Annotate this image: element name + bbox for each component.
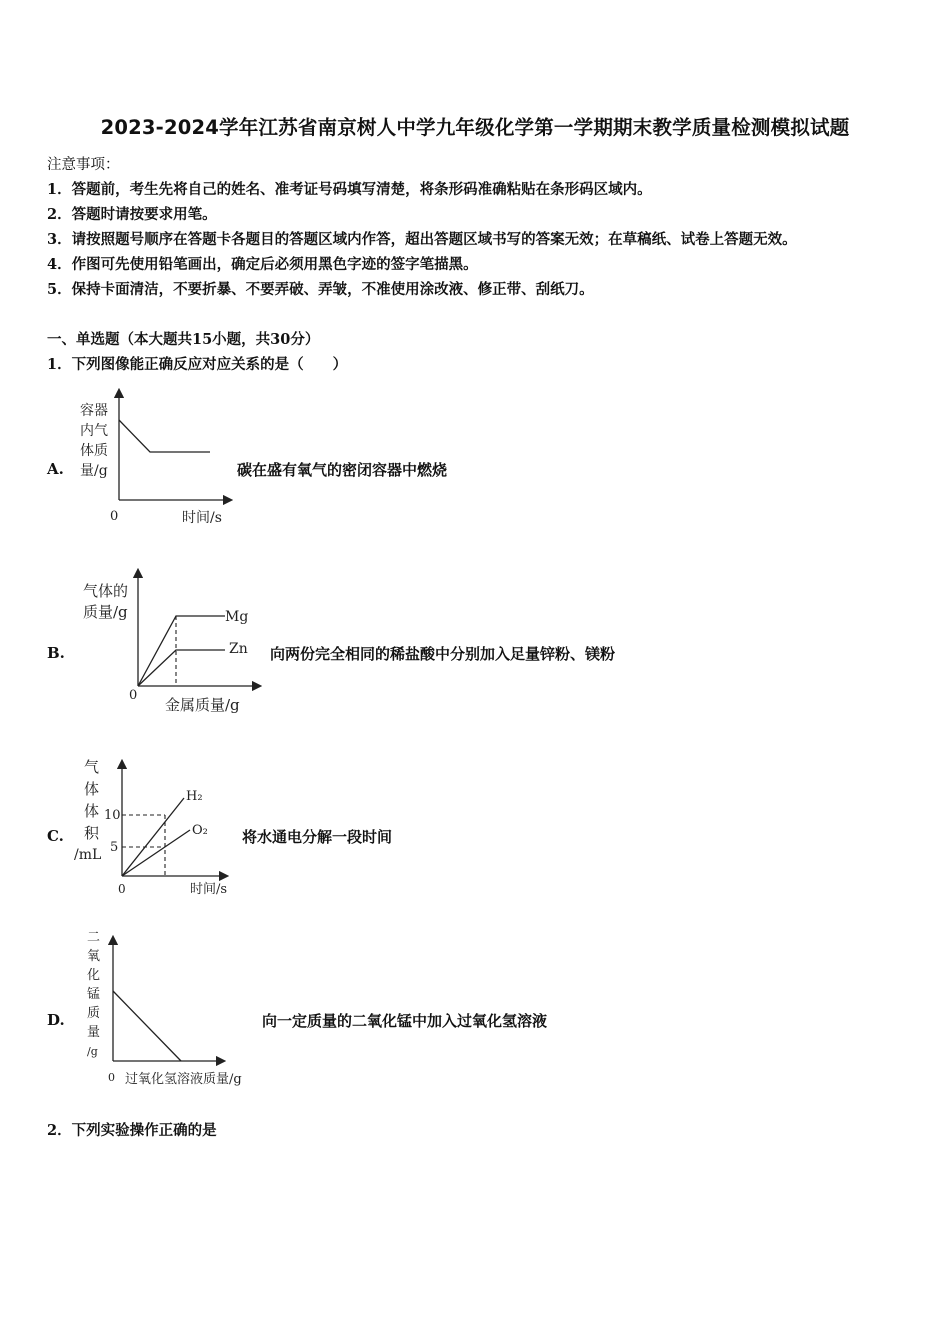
- y-label-line: 体: [84, 802, 100, 820]
- curve-line: [119, 420, 210, 452]
- graph-a: [70, 385, 240, 530]
- series-zn-label: Zn: [229, 641, 248, 657]
- series-mg-line: [138, 616, 225, 686]
- y-tick-5: 5: [110, 840, 119, 855]
- y-tick-10: 10: [104, 808, 121, 823]
- series-mg-label: Mg: [225, 609, 249, 625]
- notice-item-3: 3．请按照题号顺序在答题卡各题目的答题区域内作答，超出答题区域书写的答案无效；在草稿纸、试卷上答题无效。: [47, 231, 797, 248]
- question-2-stem: 2．下列实验操作正确的是: [47, 1122, 217, 1139]
- origin-label: 0: [118, 882, 126, 896]
- y-label-line: 气: [84, 758, 100, 776]
- curve-line: [113, 991, 181, 1061]
- y-label-line: 内气: [80, 423, 108, 439]
- graph-d: [75, 928, 265, 1090]
- section-heading-single-choice: 一、单选题（本大题共15小题，共30分）: [47, 331, 320, 348]
- y-label-line: 气体的: [83, 582, 129, 600]
- question-1-stem: 1．下列图像能正确反应对应关系的是（ ）: [47, 356, 348, 373]
- x-axis-label: 时间/s: [190, 882, 228, 897]
- option-b-description: 向两份完全相同的稀盐酸中分别加入足量锌粉、镁粉: [270, 645, 616, 663]
- option-c-label: C.: [47, 827, 64, 845]
- y-label-line: /g: [87, 1045, 98, 1058]
- graph-c: [72, 752, 242, 902]
- y-label-line: 积: [84, 824, 100, 842]
- notice-item-1: 1．答题前，考生先将自己的姓名、准考证号码填写清楚，将条形码准确粘贴在条形码区域内。: [47, 181, 652, 198]
- y-label-line: 容器: [80, 403, 108, 419]
- x-axis-label: 过氧化氢溶液质量/g: [125, 1072, 242, 1087]
- option-d-label: D.: [47, 1011, 65, 1029]
- paper-title: 2023-2024学年江苏省南京树人中学九年级化学第一学期期末教学质量检测模拟试题: [100, 116, 850, 139]
- option-c-description: 将水通电分解一段时间: [242, 828, 393, 846]
- origin-label: 0: [129, 688, 138, 703]
- y-label-line: 量: [87, 1025, 101, 1040]
- x-axis-label: 金属质量/g: [165, 696, 240, 714]
- series-o2-line: [122, 830, 190, 876]
- y-label-line: 体: [84, 780, 100, 798]
- graph-b: [75, 565, 265, 720]
- notice-item-2: 2．答题时请按要求用笔。: [47, 206, 217, 223]
- option-d-description: 向一定质量的二氧化锰中加入过氧化氢溶液: [262, 1012, 548, 1030]
- series-h2-line: [122, 798, 184, 876]
- option-a-description: 碳在盛有氧气的密闭容器中燃烧: [237, 461, 448, 479]
- y-label-line: 质量/g: [83, 603, 128, 621]
- y-label-line: 体质: [80, 443, 108, 459]
- y-label-line: 质: [87, 1006, 101, 1021]
- notice-item-5: 5．保持卡面清洁，不要折暴、不要弄破、弄皱，不准使用涂改液、修正带、刮纸刀。: [47, 281, 594, 298]
- notice-heading: 注意事项：: [47, 157, 120, 173]
- option-a-label: A.: [47, 460, 64, 478]
- x-axis-label: 时间/s: [182, 510, 222, 526]
- series-o2-label: O₂: [192, 823, 208, 838]
- y-label-line: 化: [87, 968, 101, 983]
- y-label-line: 锰: [87, 987, 101, 1002]
- origin-label: 0: [108, 1071, 115, 1084]
- series-zn-line: [138, 650, 225, 686]
- y-label-line: 二: [87, 930, 101, 945]
- y-label-line: 氧: [87, 949, 101, 964]
- notice-item-4: 4．作图可先使用铅笔画出，确定后必须用黑色字迹的签字笔描黑。: [47, 256, 478, 273]
- origin-label: 0: [110, 509, 119, 524]
- option-b-label: B.: [47, 644, 65, 662]
- series-h2-label: H₂: [186, 789, 203, 804]
- y-label-line: /mL: [74, 847, 102, 863]
- y-label-line: 量/g: [80, 463, 108, 479]
